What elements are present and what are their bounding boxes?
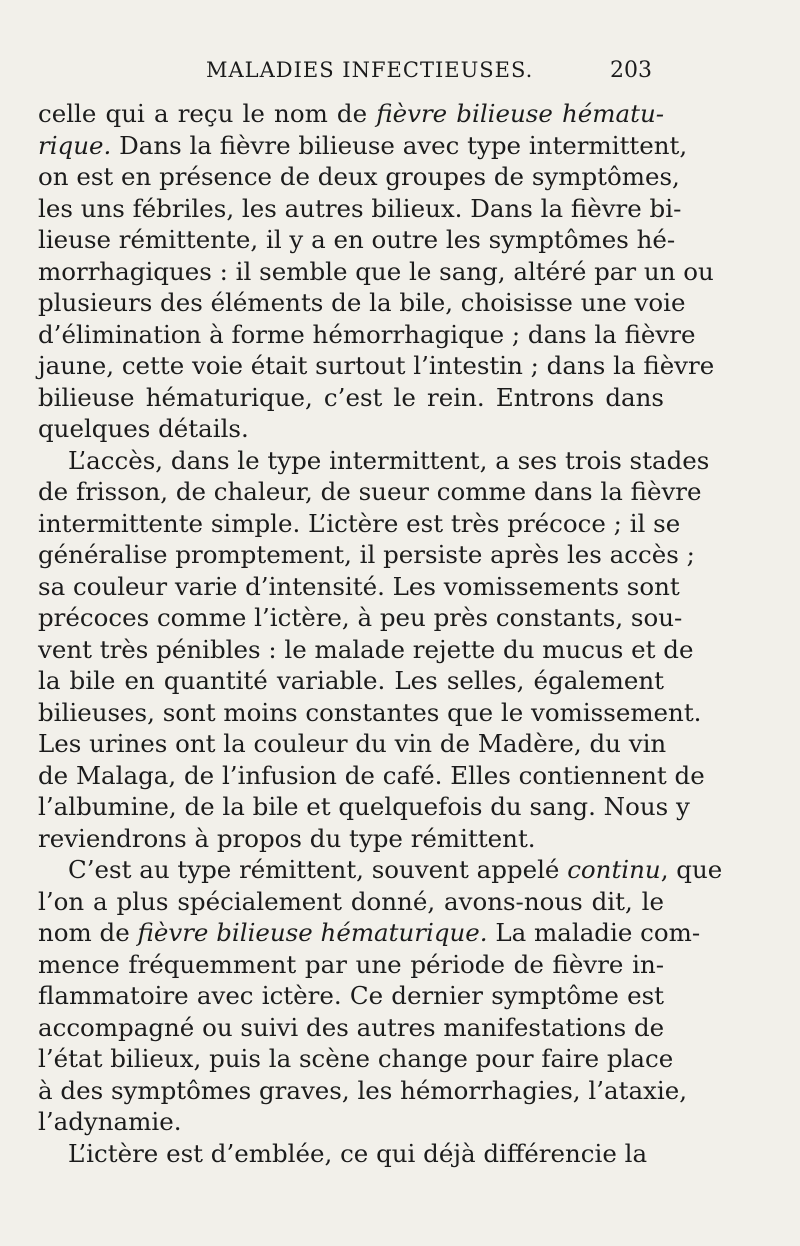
text-line [38, 854, 723, 886]
line-segment: généralise promptement, il persiste après les accès ; [38, 540, 695, 569]
line-segment: bilieuse hématurique, c’est le rein. Entrons dans [38, 382, 664, 412]
text-line [38, 728, 667, 760]
line-segment: accompagné ou suivi des autres manifestations de [38, 1012, 665, 1042]
text-line [38, 445, 710, 477]
text-line [38, 980, 664, 1012]
text-line [38, 539, 695, 571]
text-line [38, 791, 690, 823]
text-line [38, 823, 664, 855]
line-segment: on est en présence de deux groupes de symptômes, [38, 162, 680, 191]
line-segment: morrhagiques : il semble que le sang, altéré par un ou [38, 256, 714, 286]
text-line [38, 1075, 687, 1107]
line-segment: mence fréquemment par une période de fièvre in- [38, 949, 664, 979]
line-segment: de Malaga, de l’infusion de café. Elles contiennent de [38, 760, 705, 790]
text-line [38, 161, 680, 193]
line-segment: L’ictère est d’emblée, ce qui déjà différencie la [68, 1138, 648, 1168]
text-line [38, 697, 702, 729]
text-line [38, 760, 705, 792]
text-line [38, 508, 681, 540]
line-segment: précoces comme l’ictère, à peu près constants, sou- [38, 603, 683, 632]
page-header [38, 58, 652, 90]
text-line [38, 1012, 664, 1044]
text-line [38, 256, 714, 288]
text-line [38, 98, 664, 130]
line-segment: quelques détails. [38, 414, 249, 443]
body-text [38, 98, 723, 1169]
italic-phrase: rique. [38, 130, 112, 160]
line-segment: vent très pénibles : le malade rejette du mucus et de [38, 634, 694, 664]
text-line [38, 193, 682, 225]
line-segment: nom de [38, 918, 138, 947]
line-segment: d’élimination à forme hémorrhagique ; dans la fièvre [38, 319, 696, 349]
text-line [38, 130, 688, 162]
line-segment: l’on a plus spécialement donné, avons-nous dit, le [38, 886, 664, 916]
line-segment: , que [660, 855, 723, 884]
line-segment: plusieurs des éléments de la bile, choisisse une voie [38, 288, 686, 317]
line-segment: les uns fébriles, les autres bilieux. Dans la fièvre bi- [38, 193, 682, 223]
text-line [38, 224, 676, 256]
text-line [38, 382, 664, 414]
line-segment: Dans la fièvre bilieuse avec type intermittent, [111, 130, 688, 160]
text-line [38, 413, 664, 445]
text-line [38, 476, 702, 508]
text-line [38, 886, 664, 918]
line-segment: l’albumine, de la bile et quelquefois du sang. Nous y [38, 792, 690, 821]
line-segment: Les urines ont la couleur du vin de Madère, du vin [38, 729, 667, 758]
text-line [38, 665, 664, 697]
text-line [38, 319, 696, 351]
text-line [38, 350, 715, 382]
text-line [38, 634, 694, 666]
italic-phrase: fièvre bilieuse hématurique. [137, 918, 488, 947]
running-title: MALADIES INFECTIEUSES. [206, 58, 534, 82]
line-segment: La maladie com- [487, 918, 701, 947]
line-segment: la bile en quantité variable. Les selles, également [38, 666, 664, 695]
line-segment: lieuse rémittente, il y a en outre les symptômes hé- [38, 225, 676, 254]
line-segment: de frisson, de chaleur, de sueur comme dans la fièvre [38, 477, 702, 506]
italic-phrase: continu [567, 855, 661, 884]
line-segment: l’adynamie. [38, 1107, 182, 1136]
line-segment: C’est au type rémittent, souvent appelé [68, 855, 568, 884]
line-segment: flammatoire avec ictère. Ce dernier symptôme est [38, 981, 664, 1010]
text-line [38, 287, 686, 319]
text-line [38, 602, 683, 634]
text-line [38, 949, 664, 981]
line-segment: bilieuses, sont moins constantes que le vomissement. [38, 697, 702, 727]
italic-phrase: fièvre bilieuse hématu- [376, 99, 664, 128]
page-number: 203 [610, 58, 652, 83]
line-segment: intermittente simple. L’ictère est très précoce ; il se [38, 508, 681, 538]
text-line [38, 1043, 674, 1075]
line-segment: à des symptômes graves, les hémorrhagies, l’ataxie, [38, 1075, 687, 1105]
text-line [38, 571, 680, 603]
line-segment: l’état bilieux, puis la scène change pour faire place [38, 1044, 674, 1073]
text-line [38, 1138, 664, 1170]
line-segment: reviendrons à propos du type rémittent. [38, 823, 536, 853]
line-segment: jaune, cette voie était surtout l’intestin ; dans la fièvre [38, 351, 715, 380]
line-segment: sa couleur varie d’intensité. Les vomissements sont [38, 571, 680, 601]
text-line [38, 917, 701, 949]
line-segment: celle qui a reçu le nom de [38, 99, 377, 128]
line-segment: L’accès, dans le type intermittent, a ses trois stades [68, 445, 710, 475]
text-line [38, 1106, 664, 1138]
